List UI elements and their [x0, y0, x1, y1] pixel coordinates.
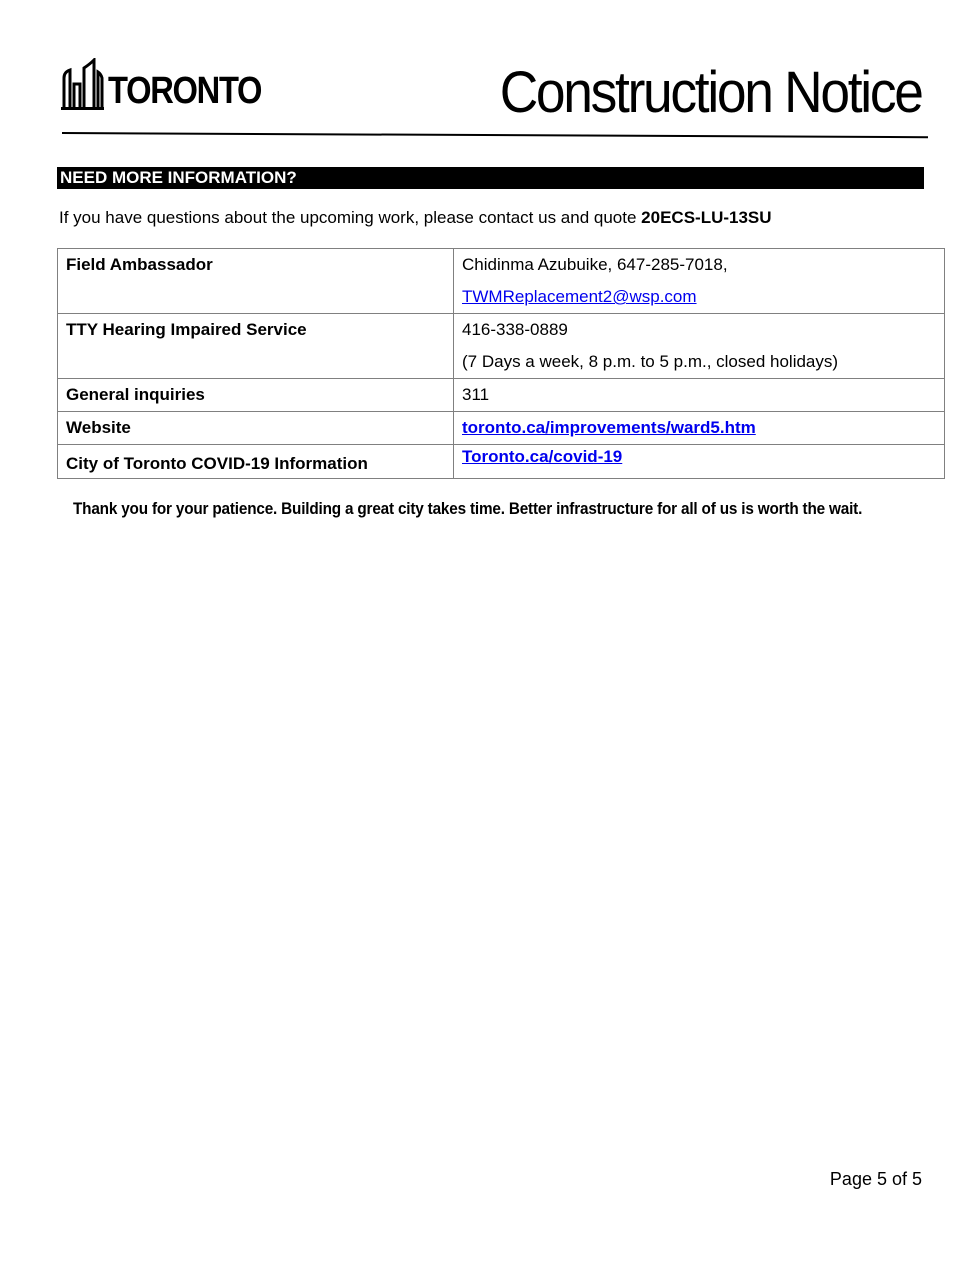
- section-heading: NEED MORE INFORMATION?: [57, 167, 924, 189]
- toronto-logo: [60, 58, 286, 110]
- intro-paragraph: [59, 207, 772, 229]
- website-link[interactable]: toronto.ca/improvements/ward5.htm: [462, 418, 756, 437]
- tty-label: TTY Hearing Impaired Service: [58, 314, 454, 379]
- contacts-table: [57, 248, 945, 479]
- field-ambassador-name-phone: Chidinma Azubuike, 647-285-7018,: [462, 255, 728, 274]
- table-row: [58, 412, 945, 445]
- covid-info-label: City of Toronto COVID-19 Information: [58, 445, 454, 479]
- table-row: [58, 445, 945, 479]
- field-ambassador-cell: [454, 249, 945, 314]
- tty-hours: (7 Days a week, 8 p.m. to 5 p.m., closed holidays): [462, 352, 839, 371]
- general-inquiries-label: General inquiries: [58, 379, 454, 412]
- general-inquiries-value: 311: [454, 379, 945, 412]
- table-row: [58, 379, 945, 412]
- header-divider: [62, 132, 928, 138]
- field-ambassador-label: Field Ambassador: [58, 249, 454, 314]
- quote-code: 20ECS-LU-13SU: [641, 208, 772, 227]
- covid-info-link[interactable]: Toronto.ca/covid-19: [462, 447, 623, 466]
- tty-cell: [454, 314, 945, 379]
- thank-you-message: Thank you for your patience. Building a great city takes time. Better infrastructure for all of us is worth the wait.: [73, 499, 863, 518]
- document-title: Construction Notice: [500, 60, 922, 125]
- logo-wordmark: TORONTO: [108, 70, 262, 112]
- website-cell: [454, 412, 945, 445]
- field-ambassador-email-link[interactable]: TWMReplacement2@wsp.com: [462, 287, 697, 306]
- tty-phone: 416-338-0889: [462, 320, 568, 339]
- website-label: Website: [58, 412, 454, 445]
- page-number: Page 5 of 5: [829, 1169, 922, 1189]
- covid-info-cell: [454, 445, 945, 479]
- intro-text: If you have questions about the upcoming work, please contact us and quote: [59, 208, 642, 227]
- table-row: [58, 314, 945, 379]
- city-hall-icon: [60, 58, 104, 110]
- table-row: [58, 249, 945, 314]
